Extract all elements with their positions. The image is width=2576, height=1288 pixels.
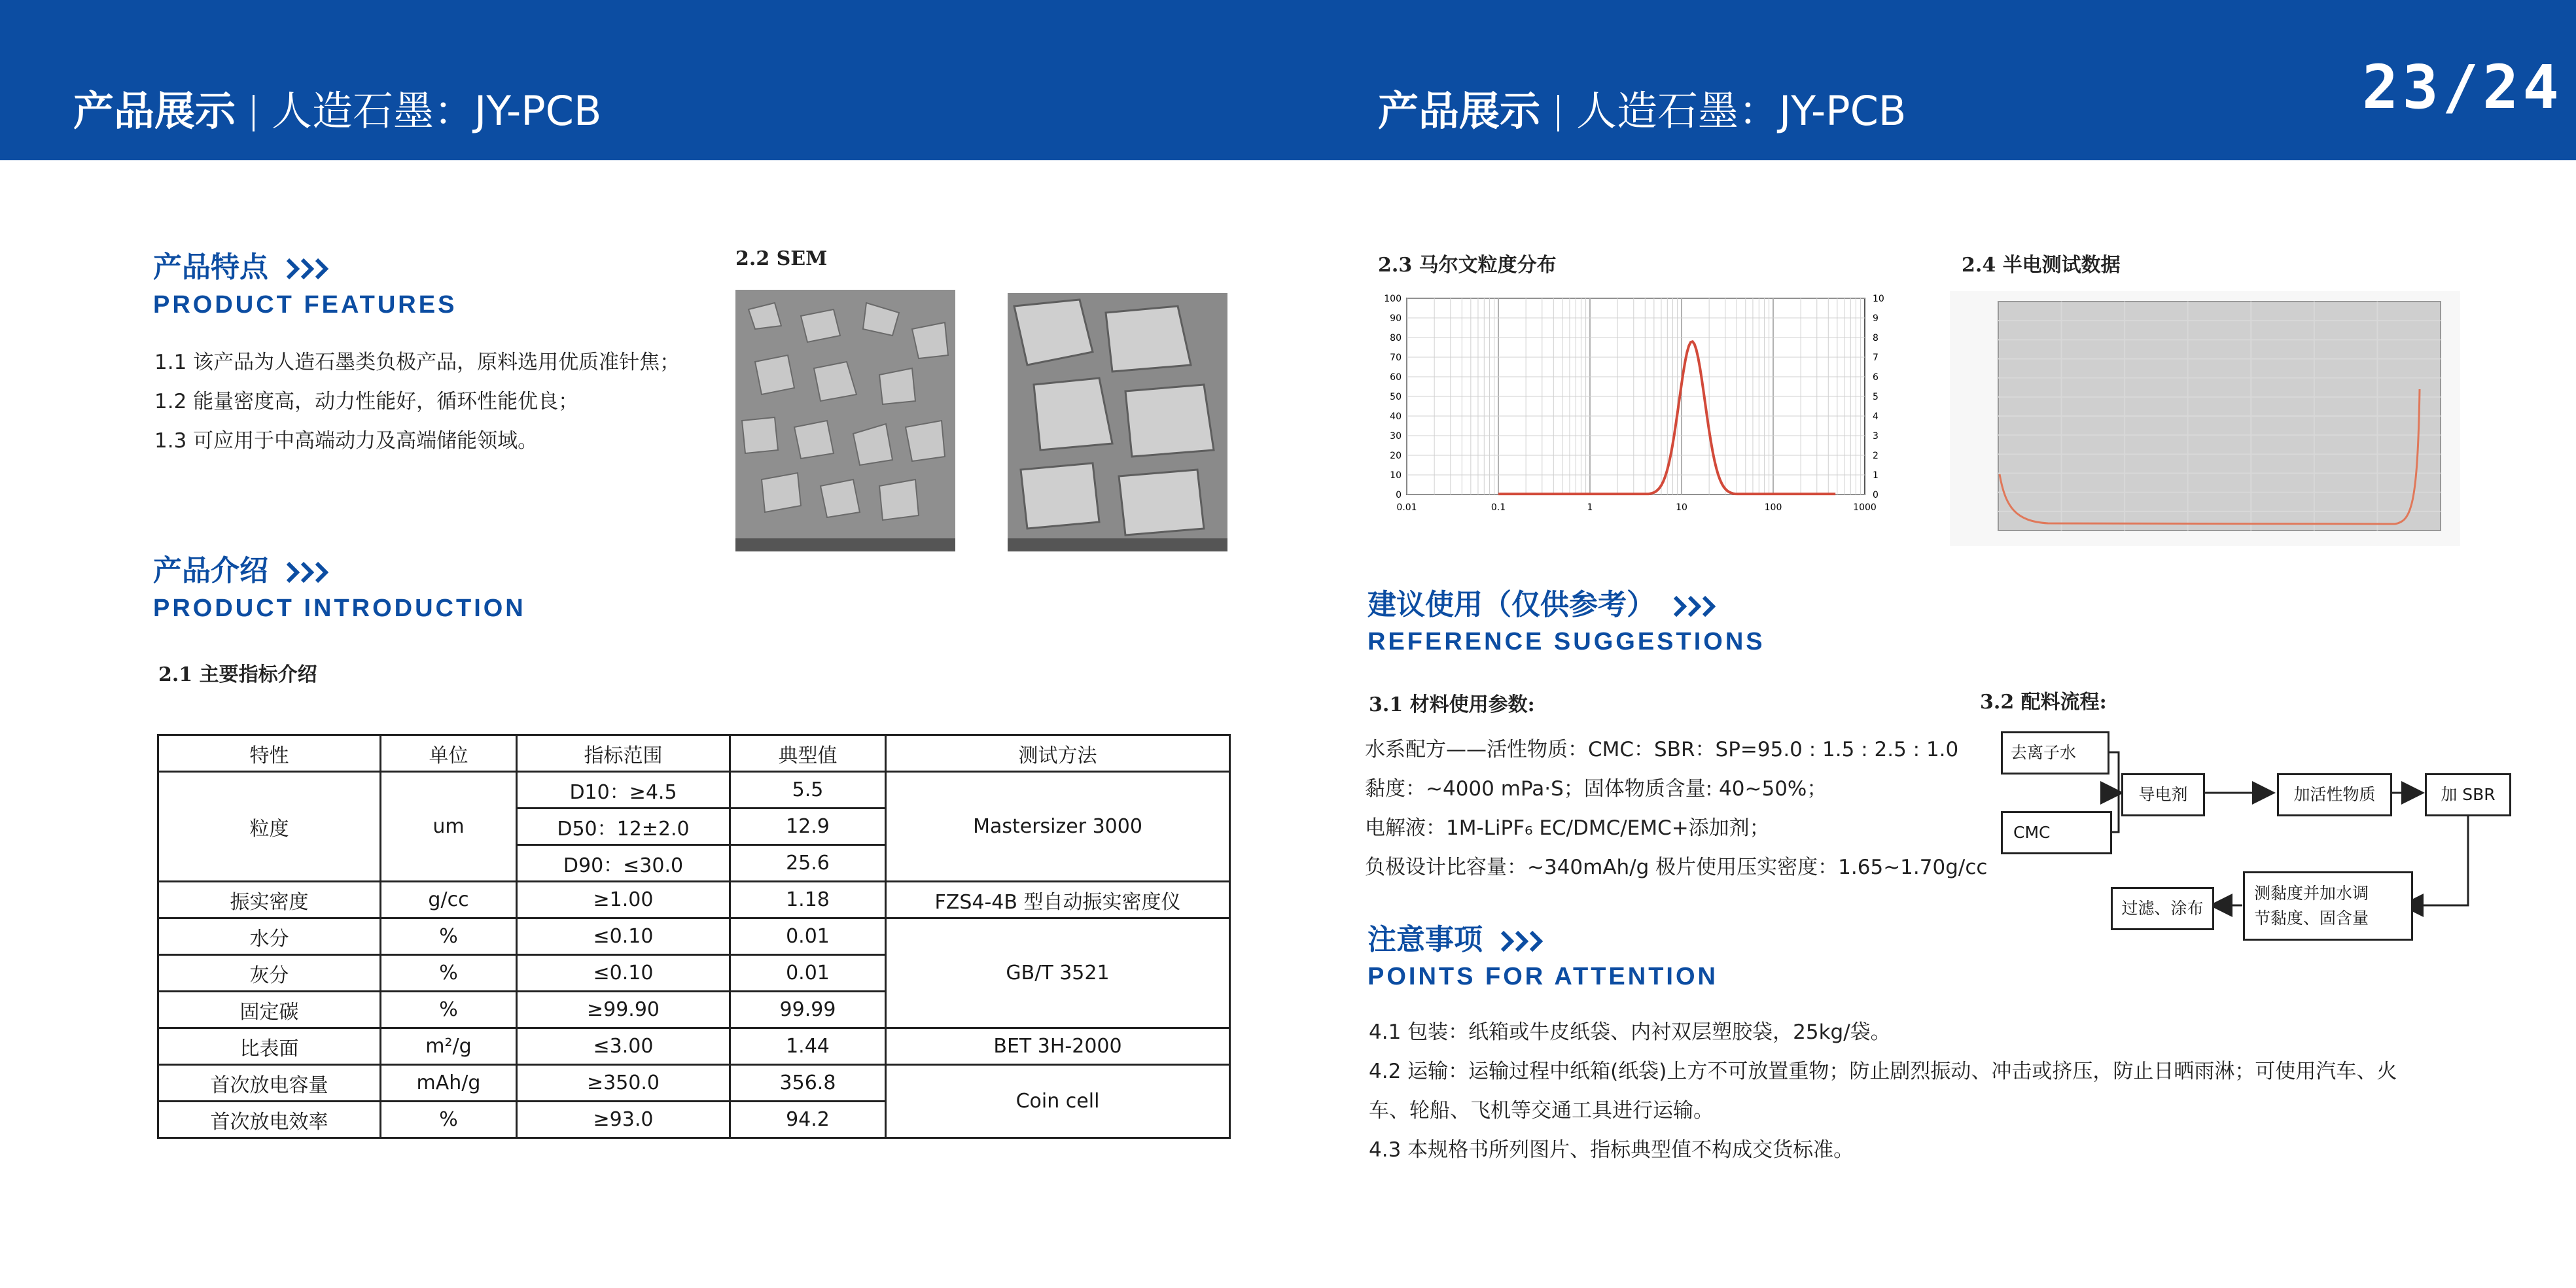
table-cell: %: [381, 992, 517, 1028]
psd-x-tick: 0.1: [1491, 502, 1506, 513]
table-cell: ≥1.00: [517, 882, 730, 918]
table-cell: 比表面: [158, 1028, 381, 1065]
table-cell: 5.5: [730, 772, 886, 809]
header-cell: 特性: [158, 735, 381, 772]
table-cell: GB/T 3521: [886, 918, 1230, 1028]
table-cell: 0.01: [730, 918, 886, 955]
header-cell: 单位: [381, 735, 517, 772]
attention-list: [1369, 1013, 2397, 1170]
param-line-4: 负极设计比容量：~340mAh/g 极片使用压实密度：1.65~1.70g/cc: [1365, 856, 1988, 879]
psd-x-tick: 1: [1587, 502, 1593, 513]
half-cell-chart: [1950, 291, 2460, 546]
step-add-sbr: 加 SBR: [2425, 773, 2511, 816]
psd-y-tick-left: 0: [1396, 490, 1402, 500]
table-cell: 1.18: [730, 882, 886, 918]
measure-line-2: 节黏度、固含量: [2254, 909, 2369, 928]
table-cell: Mastersizer 3000: [886, 772, 1230, 882]
table-cell: %: [381, 1102, 517, 1138]
intro-subtitle: 2.1 主要指标介绍: [158, 663, 317, 686]
table-cell: D90：≤30.0: [517, 845, 730, 882]
param-line-2: 黏度：~4000 mPa·S；固体物质含量: 40~50%；: [1365, 777, 1827, 801]
step-filter-coat: 过滤、涂布: [2111, 887, 2214, 930]
table-cell: ≥99.90: [517, 992, 730, 1028]
page-number: 23/24: [2362, 52, 2563, 122]
psd-y-tick-right: 0: [1873, 490, 1879, 500]
psd-y-tick-right: 4: [1873, 411, 1879, 422]
psd-y-tick-right: 3: [1873, 431, 1879, 442]
table-cell: 振实密度: [158, 882, 381, 918]
psd-y-tick-right: 8: [1873, 333, 1879, 343]
psd-y-tick-left: 40: [1390, 411, 1402, 422]
psd-y-tick-left: 100: [1384, 294, 1402, 304]
table-cell: g/cc: [381, 882, 517, 918]
table-cell: 首次放电效率: [158, 1102, 381, 1138]
header-cell: 指标范围: [517, 735, 730, 772]
header-divider-right: [1557, 95, 1559, 131]
table-cell: ≥93.0: [517, 1102, 730, 1138]
table-row: [158, 1065, 1230, 1102]
attention-item-3: 4.3 本规格书所列图片、指标典型值不构成交货标准。: [1369, 1138, 1854, 1162]
reference-title-cn: [1367, 581, 1718, 623]
reference-params: [1365, 730, 1987, 887]
step-measure-viscosity: [2243, 871, 2413, 941]
table-row: [158, 772, 1230, 809]
psd-y-tick-right: 9: [1873, 313, 1879, 324]
header-product-right: 人造石墨：JY-PCB: [1576, 87, 1907, 135]
chevrons-icon: [1672, 595, 1718, 618]
table-row: [158, 918, 1230, 955]
psd-x-tick: 1000: [1853, 502, 1877, 513]
psd-y-tick-right: 6: [1873, 372, 1879, 383]
chevrons-icon: [285, 257, 331, 281]
table-header-row: [158, 735, 1230, 772]
table-cell: 0.01: [730, 955, 886, 992]
reference-title-en: REFERENCE SUGGESTIONS: [1367, 628, 1765, 655]
table-cell: m²/g: [381, 1028, 517, 1065]
step-deionized-water: 去离子水: [2001, 731, 2109, 775]
psd-label: 2.3 马尔文粒度分布: [1378, 254, 1557, 277]
header-divider-left: [253, 95, 255, 131]
psd-y-tick-left: 20: [1390, 451, 1402, 461]
table-cell: 粒度: [158, 772, 381, 882]
table-cell: Coin cell: [886, 1065, 1230, 1138]
param-line-1: 水系配方——活性物质：CMC：SBR：SP=95.0 : 1.5 : 2.5 : 1.0: [1365, 738, 1959, 761]
process-subtitle: 3.2 配料流程:: [1980, 691, 2107, 714]
chevrons-icon: [1500, 930, 1545, 953]
table-cell: 灰分: [158, 955, 381, 992]
step-conductive-agent: 导电剂: [2121, 773, 2205, 816]
chevrons-icon: [285, 561, 331, 584]
table-cell: 99.99: [730, 992, 886, 1028]
reference-title-cn-text: 建议使用（仅供参考）: [1367, 588, 1655, 621]
header-title-right: [1378, 82, 1906, 141]
table-cell: %: [381, 955, 517, 992]
psd-y-tick-left: 30: [1390, 431, 1402, 442]
psd-y-tick-left: 80: [1390, 333, 1402, 343]
attention-item-2: 4.2 运输：运输过程中纸箱(纸袋)上方不可放置重物；防止剧烈振动、冲击或挤压，防止日晒雨淋；可使用汽车、火: [1369, 1060, 2397, 1083]
table-cell: ≤0.10: [517, 955, 730, 992]
psd-y-tick-right: 5: [1873, 392, 1879, 402]
table-row: [158, 882, 1230, 918]
psd-y-tick-left: 50: [1390, 392, 1402, 402]
table-cell: BET 3H-2000: [886, 1028, 1230, 1065]
features-list: [154, 343, 680, 461]
attention-item-2-cont: 车、轮船、飞机等交通工具进行运输。: [1369, 1099, 1714, 1123]
psd-chart: [1374, 288, 1897, 523]
psd-y-tick-left: 10: [1390, 470, 1402, 481]
header-title-left: [73, 82, 601, 141]
table-cell: 94.2: [730, 1102, 886, 1138]
sem-image-2: [1008, 293, 1227, 551]
attention-item-1: 4.1 包装：纸箱或牛皮纸袋、内衬双层塑胶袋，25kg/袋。: [1369, 1020, 1891, 1044]
attention-title-en: POINTS FOR ATTENTION: [1367, 963, 1718, 990]
measure-line-1: 测黏度并加水调: [2254, 884, 2369, 903]
table-cell: 固定碳: [158, 992, 381, 1028]
table-cell: 水分: [158, 918, 381, 955]
feature-item-3: 1.3 可应用于中高端动力及高端储能领域。: [154, 429, 538, 453]
features-title-en: PRODUCT FEATURES: [153, 291, 457, 319]
table-cell: D10：≥4.5: [517, 772, 730, 809]
psd-x-tick: 10: [1676, 502, 1687, 513]
header-cell: 测试方法: [886, 735, 1230, 772]
table-cell: 1.44: [730, 1028, 886, 1065]
step-add-active: 加活性物质: [2277, 773, 2392, 816]
psd-y-tick-right: 10: [1873, 294, 1884, 304]
attention-title-cn: [1367, 916, 1545, 958]
half-cell-chart-svg: [1950, 291, 2460, 546]
table-cell: %: [381, 918, 517, 955]
features-title-cn-text: 产品特点: [153, 251, 268, 284]
spec-table: [157, 734, 1231, 1139]
sem-label: 2.2 SEM: [735, 247, 828, 270]
psd-y-tick-left: 90: [1390, 313, 1402, 324]
attention-title-cn-text: 注意事项: [1367, 923, 1483, 956]
intro-title-cn-text: 产品介绍: [153, 554, 268, 587]
intro-title-cn: [153, 547, 331, 589]
table-row: [158, 1028, 1230, 1065]
header-cell: 典型值: [730, 735, 886, 772]
header-bold-left: 产品展示: [73, 87, 236, 135]
psd-y-tick-right: 1: [1873, 470, 1879, 481]
table-cell: D50：12±2.0: [517, 809, 730, 845]
psd-x-tick: 0.01: [1396, 502, 1417, 513]
half-cell-label: 2.4 半电测试数据: [1962, 254, 2121, 277]
psd-y-tick-left: 70: [1390, 353, 1402, 363]
table-cell: mAh/g: [381, 1065, 517, 1102]
table-cell: 首次放电容量: [158, 1065, 381, 1102]
features-title-cn: [153, 243, 331, 285]
intro-title-en: PRODUCT INTRODUCTION: [153, 595, 526, 622]
psd-y-tick-right: 2: [1873, 451, 1879, 461]
table-cell: 356.8: [730, 1065, 886, 1102]
psd-y-tick-right: 7: [1873, 353, 1879, 363]
table-cell: 12.9: [730, 809, 886, 845]
header-bold-right: 产品展示: [1378, 87, 1541, 135]
psd-x-tick: 100: [1764, 502, 1782, 513]
table-cell: FZS4-4B 型自动振实密度仪: [886, 882, 1230, 918]
table-cell: um: [381, 772, 517, 882]
psd-chart-svg: [1374, 288, 1897, 523]
table-cell: ≥350.0: [517, 1065, 730, 1102]
reference-subtitle: 3.1 材料使用参数:: [1369, 693, 1535, 716]
table-cell: ≤0.10: [517, 918, 730, 955]
param-line-3: 电解液：1M-LiPF₆ EC/DMC/EMC+添加剂；: [1365, 816, 1770, 840]
feature-item-2: 1.2 能量密度高，动力性能好，循环性能优良；: [154, 390, 579, 413]
step-cmc: CMC: [2001, 811, 2112, 854]
sem-image-1: [735, 290, 955, 551]
feature-item-1: 1.1 该产品为人造石墨类负极产品，原料选用优质准针焦；: [154, 351, 680, 374]
table-cell: ≤3.00: [517, 1028, 730, 1065]
table-cell: 25.6: [730, 845, 886, 882]
psd-y-tick-left: 60: [1390, 372, 1402, 383]
header-product-left: 人造石墨：JY-PCB: [272, 87, 602, 135]
